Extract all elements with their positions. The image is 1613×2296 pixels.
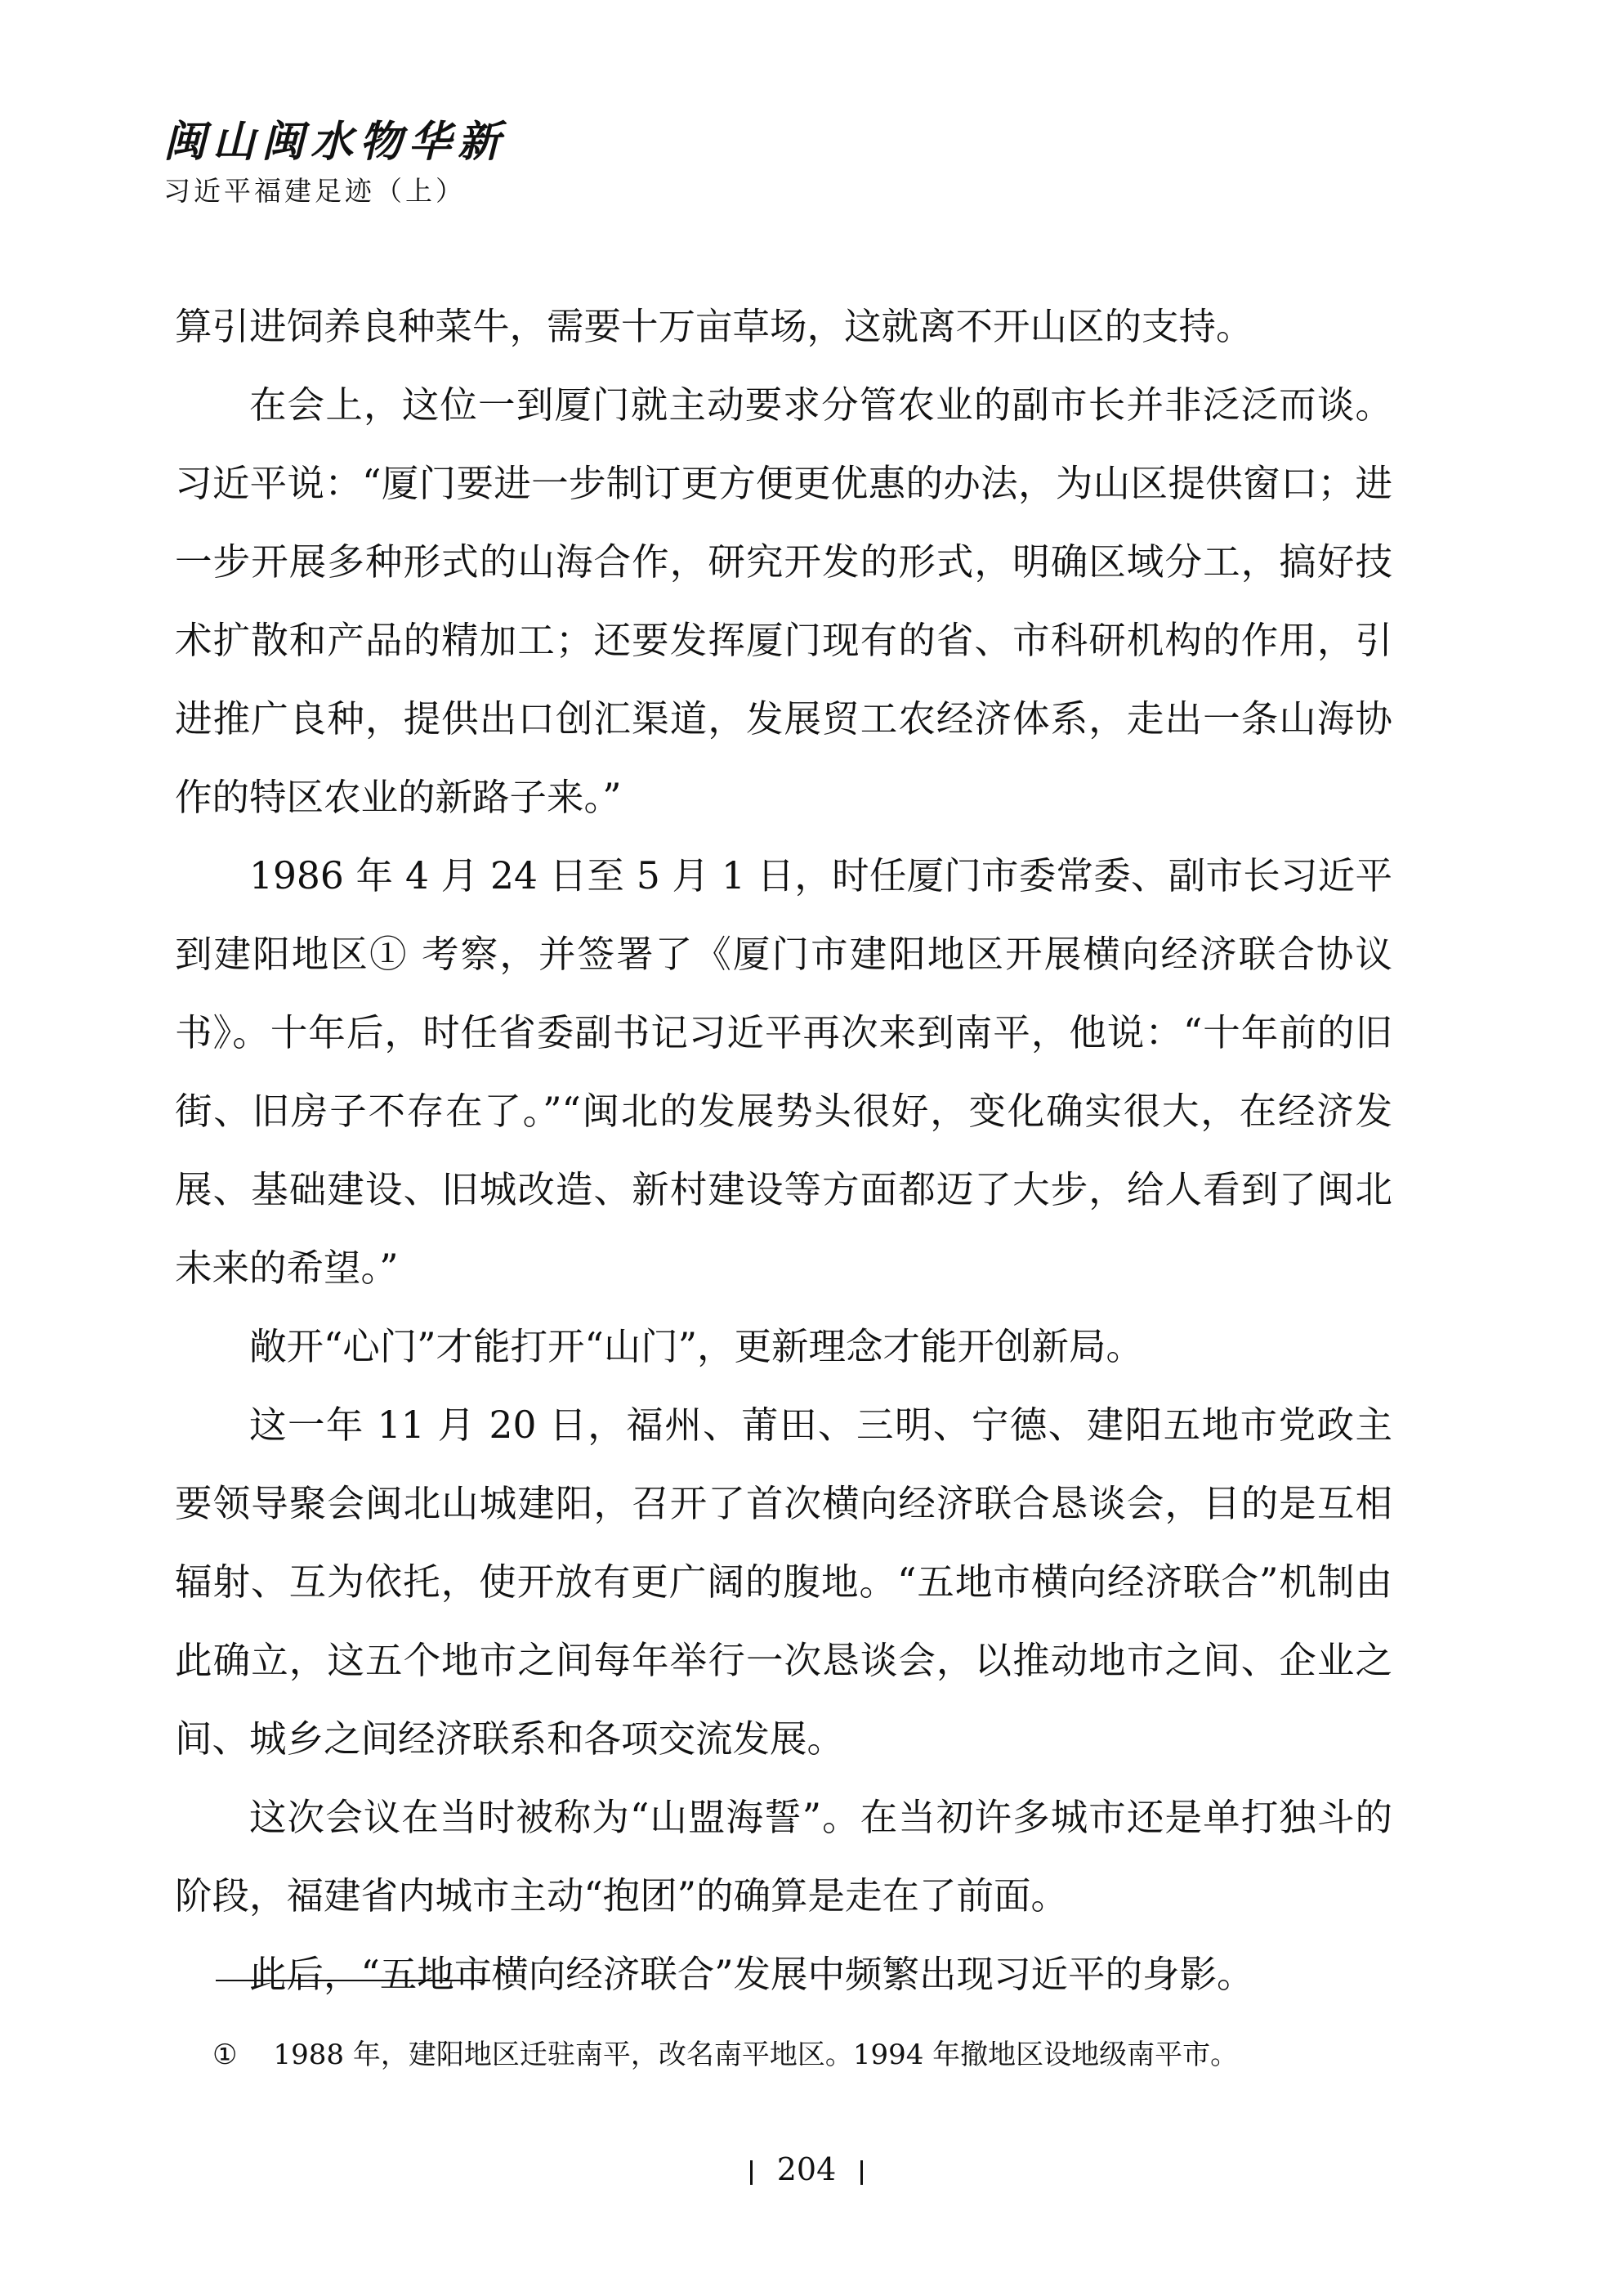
running-header — [163, 116, 507, 209]
book-title: 闽山闽水物华新 — [163, 117, 507, 167]
paragraph-5: 这一年 11 月 20 日，福州、莆田、三明、宁德、建阳五地市党政主要领导聚会闽北山城建阳，召开了首次横向经济联合恳谈会，目的是互相辐射、互为依托，使开放有更广阔的腹地。“五地市横向经济联合”机制由此确立，这五个地市之间每年举行一次恳谈会，以推动地市之间、企业之间、城乡之间经济联系和各项交流发展。 — [175, 1403, 1392, 1761]
folio-left-bar — [750, 2160, 753, 2185]
paragraph-6: 这次会议在当时被称为“山盟海誓”。在当初许多城市还是单打独斗的阶段，福建省内城市主动“抱团”的确算是走在了前面。 — [175, 1796, 1392, 1918]
paragraph-3: 1986 年 4 月 24 日至 5 月 1 日，时任厦门市委常委、副市长习近平到建阳地区① 考察，并签署了《厦门市建阳地区开展横向经济联合协议书》。十年后，时任省委副书记习近平再次来到南平，他说：“十年前的旧街、旧房子不存在了。”“闽北的发展势头很好，变化确实很大，在经济发展、基础建设、旧城改造、新村建设等方面都迈了大步，给人看到了闽北未来的希望。” — [175, 854, 1392, 1290]
body-text — [175, 288, 1392, 2014]
footnote-mark: ① — [212, 2039, 238, 2071]
paragraph-4: 敞开“心门”才能打开“山门”，更新理念才能开创新局。 — [249, 1325, 1144, 1368]
page-number: 204 — [776, 2151, 837, 2187]
folio-right-bar — [860, 2160, 863, 2185]
paragraph-2: 在会上，这位一到厦门就主动要求分管农业的副市长并非泛泛而谈。习近平说：“厦门要进一步制订更方便更优惠的办法，为山区提供窗口；进一步开展多种形式的山海合作，研究开发的形式，明确区域分工，搞好技术扩散和产品的精加工；还要发挥厦门现有的省、市科研机构的作用，引进推广良种，提供出口创汇渠道，发展贸工农经济体系，走出一条山海协作的特区农业的新路子来。” — [175, 383, 1392, 819]
footnote-text: 1988 年，建阳地区迁驻南平，改名南平地区。1994 年撤地区设地级南平市。 — [273, 2039, 1239, 2071]
paragraph-7: 此后，“五地市横向经济联合”发展中频繁出现习近平的身影。 — [249, 1953, 1254, 1996]
footnote-divider — [216, 1980, 490, 1981]
page-number-area — [725, 2150, 888, 2189]
book-subtitle: 习近平福建足迹（上） — [163, 175, 466, 207]
paragraph-1: 算引进饲养良种菜牛，需要十万亩草场，这就离不开山区的支持。 — [175, 305, 1253, 348]
footnote — [212, 2035, 1422, 2074]
